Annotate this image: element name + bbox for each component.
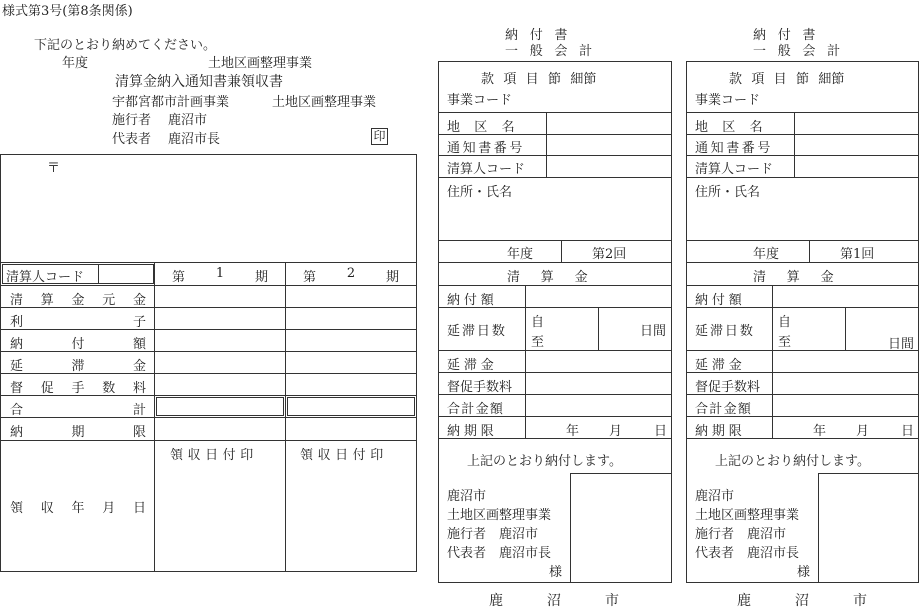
payment-slip-2 xyxy=(685,0,920,607)
payee-executor: 施行者 鹿沼市 xyxy=(695,527,787,542)
period-2-header: 第 2 期 xyxy=(303,266,399,285)
settler-code-label: 清算人コード xyxy=(695,162,774,177)
address-name-label: 住所・氏名 xyxy=(447,185,513,200)
row-due-date: 納 期 限 xyxy=(10,425,146,440)
total-label: 合計金額 xyxy=(447,402,505,417)
days-unit: 日間 xyxy=(888,337,915,352)
plan-project: 土地区画整理事業 xyxy=(272,95,377,110)
receipt-date-label: 領 収 年 月 日 xyxy=(10,501,146,516)
overdue-days-label: 延滞日数 xyxy=(695,324,755,339)
row-total: 合 計 xyxy=(10,403,146,418)
to-label: 至 xyxy=(778,335,792,350)
total-cell-2[interactable] xyxy=(287,397,415,416)
intro-text: 下記のとおり納めてください。 xyxy=(34,38,217,53)
row-payment: 納 付 額 xyxy=(10,337,146,352)
payee-project: 土地区画整理事業 xyxy=(447,508,552,523)
from-label: 自 xyxy=(778,315,792,330)
district-label: 地区名 xyxy=(695,120,777,135)
total-cell-1[interactable] xyxy=(156,397,284,416)
address-name-label: 住所・氏名 xyxy=(695,185,761,200)
days-unit: 日間 xyxy=(640,324,667,339)
row-principal: 清 算 金 元 金 xyxy=(10,293,146,308)
slip-subtitle: 一般会計 xyxy=(505,44,604,59)
representative-label: 代表者 xyxy=(112,132,152,147)
year-label: 年度 xyxy=(507,247,534,262)
settler-code-label: 清算人コード xyxy=(447,162,526,177)
notice-no-label: 通知書番号 xyxy=(695,141,774,156)
honorific: 様 xyxy=(549,565,563,580)
payee-city: 鹿沼市 xyxy=(695,489,735,504)
year-label: 年度 xyxy=(753,247,780,262)
date-day: 日 xyxy=(901,424,915,439)
district-label: 地区名 xyxy=(447,120,529,135)
executor-label: 施行者 xyxy=(112,113,152,128)
to-label: 至 xyxy=(531,335,545,350)
notice-no-label: 通知書番号 xyxy=(447,141,526,156)
slip-footer: 鹿 沼 市 xyxy=(489,593,619,609)
due-date-label: 納期限 xyxy=(447,424,498,439)
overdue-fee-label: 延滞金 xyxy=(447,358,498,373)
seal-mark: 印 xyxy=(371,128,388,145)
period-1-header: 第 1 期 xyxy=(172,266,268,285)
fiscal-year-label: 年度 xyxy=(62,56,89,71)
date-month: 月 xyxy=(856,424,870,439)
slip-subtitle: 一般会計 xyxy=(753,44,852,59)
paid-statement: 上記のとおり納付します。 xyxy=(467,454,622,469)
settlement-label: 清算金 xyxy=(753,270,855,285)
executor-name: 鹿沼市 xyxy=(168,113,208,128)
payee-executor: 施行者 鹿沼市 xyxy=(447,527,539,542)
payee-project: 土地区画整理事業 xyxy=(695,508,800,523)
installment-label: 第2回 xyxy=(592,247,627,262)
business-code-label: 事業コード xyxy=(447,93,513,108)
payee-representative: 代表者 鹿沼市長 xyxy=(447,546,552,561)
date-month: 月 xyxy=(609,424,623,439)
payment-amount-label: 納付額 xyxy=(695,293,746,308)
honorific: 様 xyxy=(797,565,811,580)
slip-title: 納付書 xyxy=(753,28,828,43)
from-label: 自 xyxy=(531,315,545,330)
date-day: 日 xyxy=(654,424,668,439)
row-interest: 利 子 xyxy=(10,315,146,330)
payment-slip-1 xyxy=(437,0,673,607)
row-overdue: 延 滞 金 xyxy=(10,359,146,374)
postal-mark: 〒 xyxy=(47,161,61,176)
receipt-stamp-label-1: 領収日付印 xyxy=(170,448,258,463)
dunning-fee-label: 督促手数料 xyxy=(447,380,513,395)
project-name: 土地区画整理事業 xyxy=(208,56,313,71)
payment-amount-label: 納付額 xyxy=(447,293,498,308)
settler-code-value[interactable] xyxy=(100,266,152,282)
slip-footer: 鹿 沼 市 xyxy=(737,593,867,609)
paid-statement: 上記のとおり納付します。 xyxy=(715,454,870,469)
overdue-days-label: 延滞日数 xyxy=(447,324,507,339)
overdue-fee-label: 延滞金 xyxy=(695,358,746,373)
representative-name: 鹿沼市長 xyxy=(168,132,221,147)
row-dunning-fee: 督 促 手 数 料 xyxy=(10,381,146,396)
payee-city: 鹿沼市 xyxy=(447,489,487,504)
installment-label: 第1回 xyxy=(840,247,875,262)
settlement-label: 清算金 xyxy=(507,270,609,285)
slip-title: 納付書 xyxy=(505,28,580,43)
business-code-label: 事業コード xyxy=(695,93,761,108)
address-box[interactable] xyxy=(0,154,417,263)
settler-code-label: 清算人コード xyxy=(6,270,85,285)
date-year: 年 xyxy=(566,424,580,439)
due-date-label: 納期限 xyxy=(695,424,746,439)
form-number: 様式第3号(第8条関係) xyxy=(2,4,133,19)
total-label: 合計金額 xyxy=(695,402,753,417)
document-title: 清算金納入通知書兼領収書 xyxy=(115,74,283,90)
payee-representative: 代表者 鹿沼市長 xyxy=(695,546,800,561)
receipt-stamp-label-2: 領収日付印 xyxy=(300,448,388,463)
account-items: 款 項 目 節 細節 xyxy=(481,72,597,87)
date-year: 年 xyxy=(813,424,827,439)
account-items: 款 項 目 節 細節 xyxy=(729,72,845,87)
plan-name: 宇都宮都市計画事業 xyxy=(112,95,230,110)
dunning-fee-label: 督促手数料 xyxy=(695,380,761,395)
